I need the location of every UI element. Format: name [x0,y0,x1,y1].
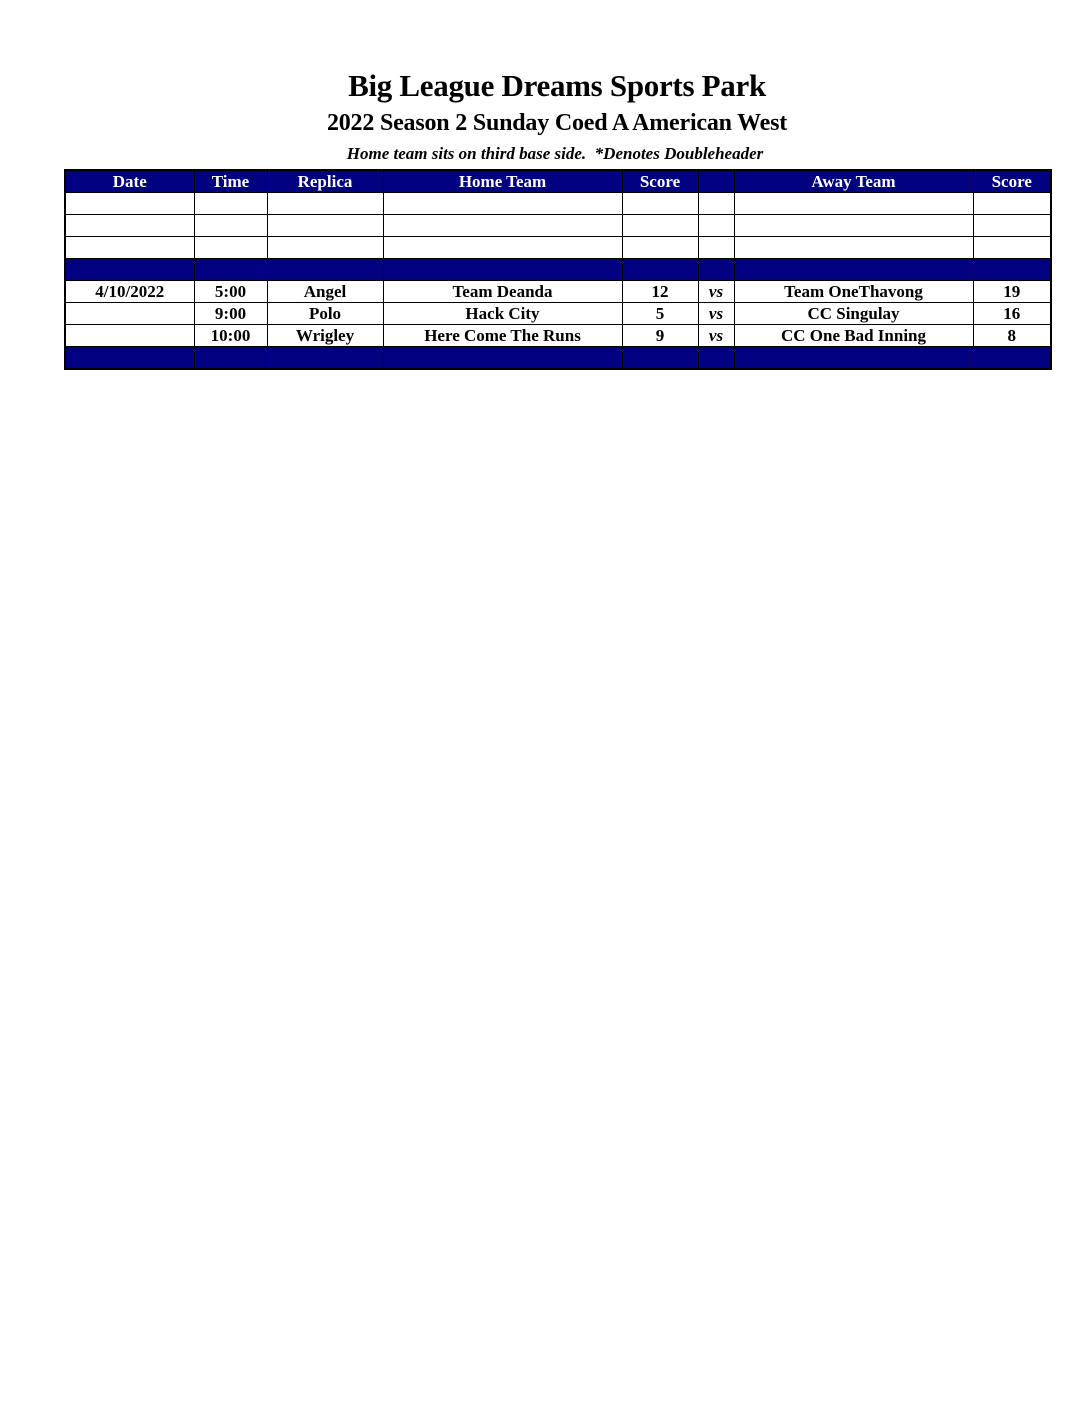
home-team-note: Home team sits on third base side. *Denotes Doubleheader [346,144,764,163]
band-cell [65,347,194,370]
table-cell [622,193,698,215]
table-cell [194,215,267,237]
away-score: 19 [973,281,1051,303]
table-cell [65,215,194,237]
table-cell [383,215,622,237]
game-row [65,325,1051,347]
table-cell [622,237,698,259]
table-cell [973,193,1051,215]
column-header-date: Date [65,170,194,193]
table-cell [698,237,734,259]
table-cell [622,215,698,237]
table-cell [734,237,973,259]
column-header-away-team: Away Team [734,170,973,193]
band-cell [622,347,698,370]
away-score: 16 [973,303,1051,325]
empty-row [65,215,1051,237]
table-cell [267,215,383,237]
game-time: 5:00 [194,281,267,303]
home-score: 9 [622,325,698,347]
away-team: CC One Bad Inning [734,325,973,347]
home-score: 5 [622,303,698,325]
game-date: 4/10/2022 [65,281,194,303]
band-cell [734,347,973,370]
table-cell [973,237,1051,259]
table-cell [698,193,734,215]
table-cell [267,193,383,215]
game-date [65,303,194,325]
home-team: Team Deanda [383,281,622,303]
game-time: 10:00 [194,325,267,347]
page-title: Big League Dreams Sports Park [348,68,766,103]
table-cell [734,193,973,215]
band-cell [734,259,973,281]
away-team: Team OneThavong [734,281,973,303]
band-cell [65,259,194,281]
band-cell [267,259,383,281]
game-replica: Wrigley [267,325,383,347]
versus-label: vs [698,303,734,325]
home-team: Here Come The Runs [383,325,622,347]
table-cell [267,237,383,259]
band-cell [698,259,734,281]
table-cell [698,215,734,237]
table-cell [734,215,973,237]
band-cell [622,259,698,281]
column-header-home-score: Score [622,170,698,193]
column-header-time: Time [194,170,267,193]
column-header-home-team: Home Team [383,170,622,193]
table-cell [383,193,622,215]
table-cell [65,237,194,259]
game-date [65,325,194,347]
away-team: CC Singulay [734,303,973,325]
band-cell [973,259,1051,281]
versus-label: vs [698,281,734,303]
game-time: 9:00 [194,303,267,325]
home-team: Hack City [383,303,622,325]
game-replica: Angel [267,281,383,303]
away-score: 8 [973,325,1051,347]
column-header-replica: Replica [267,170,383,193]
versus-label: vs [698,325,734,347]
home-score: 12 [622,281,698,303]
game-row [65,303,1051,325]
band-cell [698,347,734,370]
table-cell [973,215,1051,237]
table-cell [65,193,194,215]
table-header-row [65,170,1051,193]
band-cell [383,259,622,281]
band-cell [973,347,1051,370]
game-replica: Polo [267,303,383,325]
table-cell [383,237,622,259]
table-cell [194,193,267,215]
band-cell [267,347,383,370]
separator-band-row [65,347,1051,370]
table-cell [194,237,267,259]
league-subtitle: 2022 Season 2 Sunday Coed A American West [326,110,788,136]
empty-row [65,237,1051,259]
schedule-table [64,169,1052,370]
band-cell [194,347,267,370]
empty-row [65,193,1051,215]
game-row [65,281,1051,303]
band-cell [194,259,267,281]
band-cell [383,347,622,370]
column-header-away-score: Score [973,170,1051,193]
separator-band-row [65,259,1051,281]
column-header-vs [698,170,734,193]
